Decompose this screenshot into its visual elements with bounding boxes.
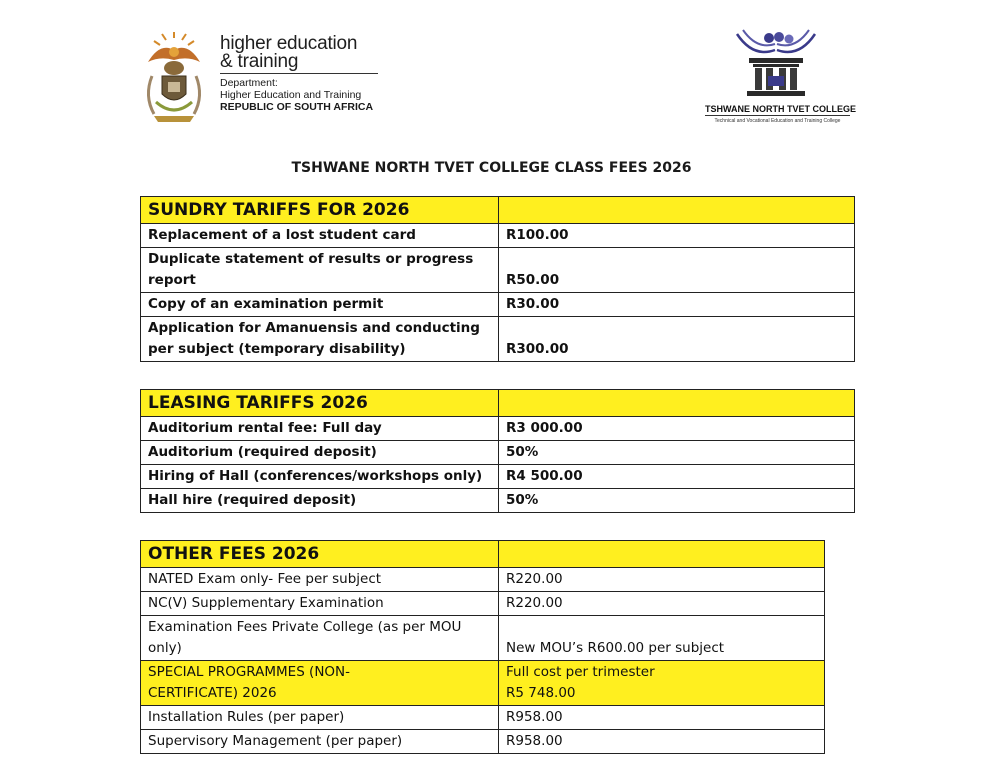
- college-logo-icon: [733, 28, 819, 102]
- fee-amount-line-1: Full cost per trimester: [506, 664, 655, 680]
- dept-name: Higher Education and Training: [220, 89, 362, 101]
- table-row: [141, 293, 855, 317]
- table-row: [141, 706, 825, 730]
- fee-item-line-1: Application for Amanuensis and conducting: [148, 320, 480, 336]
- fee-item-line-2: report: [148, 272, 196, 288]
- fee-amount: R958.00: [499, 706, 825, 730]
- fee-item: Copy of an examination permit: [141, 293, 499, 317]
- page-title: TSHWANE NORTH TVET COLLEGE CLASS FEES 2026: [291, 160, 692, 176]
- fee-amount: R958.00: [499, 730, 825, 754]
- table-header-row: [141, 197, 855, 224]
- fee-amount: New MOU’s R600.00 per subject: [499, 616, 825, 661]
- coat-of-arms-icon: [140, 32, 208, 124]
- fee-item: [141, 248, 499, 293]
- table-row-highlight: [141, 661, 825, 706]
- table-heading-blank: [499, 197, 855, 224]
- table-row: [141, 441, 855, 465]
- college-logo-block: [705, 28, 857, 126]
- college-name: TSHWANE NORTH TVET COLLEGE: [705, 104, 857, 114]
- fee-amount: 50%: [499, 441, 855, 465]
- table-row: [141, 730, 825, 754]
- fee-item-line-1: Examination Fees Private College (as per MOU: [148, 619, 462, 635]
- fee-item-line-1: Duplicate statement of results or progress: [148, 251, 474, 267]
- fee-amount: R30.00: [499, 293, 855, 317]
- table-row: [141, 248, 855, 293]
- fee-amount: R100.00: [499, 224, 855, 248]
- fee-item: [141, 661, 499, 706]
- fee-amount: R300.00: [499, 317, 855, 362]
- table-row: [141, 592, 825, 616]
- brand-line-2: & training: [220, 51, 299, 72]
- fee-amount-line-2: R5 748.00: [506, 685, 576, 701]
- table-header-row: [141, 390, 855, 417]
- other-fees-table: [140, 540, 825, 754]
- fee-item-line-2: only): [148, 640, 182, 656]
- table-row: [141, 616, 825, 661]
- table-row: [141, 465, 855, 489]
- table-heading: LEASING TARIFFS 2026: [141, 390, 499, 417]
- fee-item: Hiring of Hall (conferences/workshops only): [141, 465, 499, 489]
- fee-item: Installation Rules (per paper): [141, 706, 499, 730]
- table-heading-blank: [499, 541, 825, 568]
- fee-item: Replacement of a lost student card: [141, 224, 499, 248]
- leasing-tariffs-table: [140, 389, 855, 513]
- table-row: [141, 317, 855, 362]
- fee-item: Hall hire (required deposit): [141, 489, 499, 513]
- fee-amount: R3 000.00: [499, 417, 855, 441]
- fee-item: [141, 317, 499, 362]
- fee-amount: R4 500.00: [499, 465, 855, 489]
- fee-amount: R220.00: [499, 568, 825, 592]
- fee-amount: R50.00: [499, 248, 855, 293]
- fee-item-line-1: SPECIAL PROGRAMMES (NON-: [148, 664, 351, 680]
- fee-item: [141, 616, 499, 661]
- table-row: [141, 417, 855, 441]
- brand-divider: [220, 73, 378, 74]
- table-heading: SUNDRY TARIFFS FOR 2026: [141, 197, 499, 224]
- table-heading-blank: [499, 390, 855, 417]
- fee-amount: [499, 661, 825, 706]
- fee-item: NATED Exam only- Fee per subject: [141, 568, 499, 592]
- sundry-tariffs-table: [140, 196, 855, 362]
- fee-item: NC(V) Supplementary Examination: [141, 592, 499, 616]
- fee-amount: 50%: [499, 489, 855, 513]
- table-header-row: [141, 541, 825, 568]
- fee-amount: R220.00: [499, 592, 825, 616]
- table-heading: OTHER FEES 2026: [141, 541, 499, 568]
- fee-item-line-2: CERTIFICATE) 2026: [148, 685, 277, 701]
- dept-label: Department:: [220, 77, 278, 89]
- college-subtitle: Technical and Vocational Education and Training College: [714, 118, 841, 124]
- dhet-logo-block: [140, 30, 390, 125]
- brand-line-1: higher education: [220, 33, 358, 54]
- table-row: [141, 224, 855, 248]
- fee-item-line-2: per subject (temporary disability): [148, 341, 406, 357]
- table-row: [141, 489, 855, 513]
- country-name: REPUBLIC OF SOUTH AFRICA: [220, 101, 374, 113]
- fee-item: Auditorium rental fee: Full day: [141, 417, 499, 441]
- fee-item: Auditorium (required deposit): [141, 441, 499, 465]
- table-row: [141, 568, 825, 592]
- fee-item: Supervisory Management (per paper): [141, 730, 499, 754]
